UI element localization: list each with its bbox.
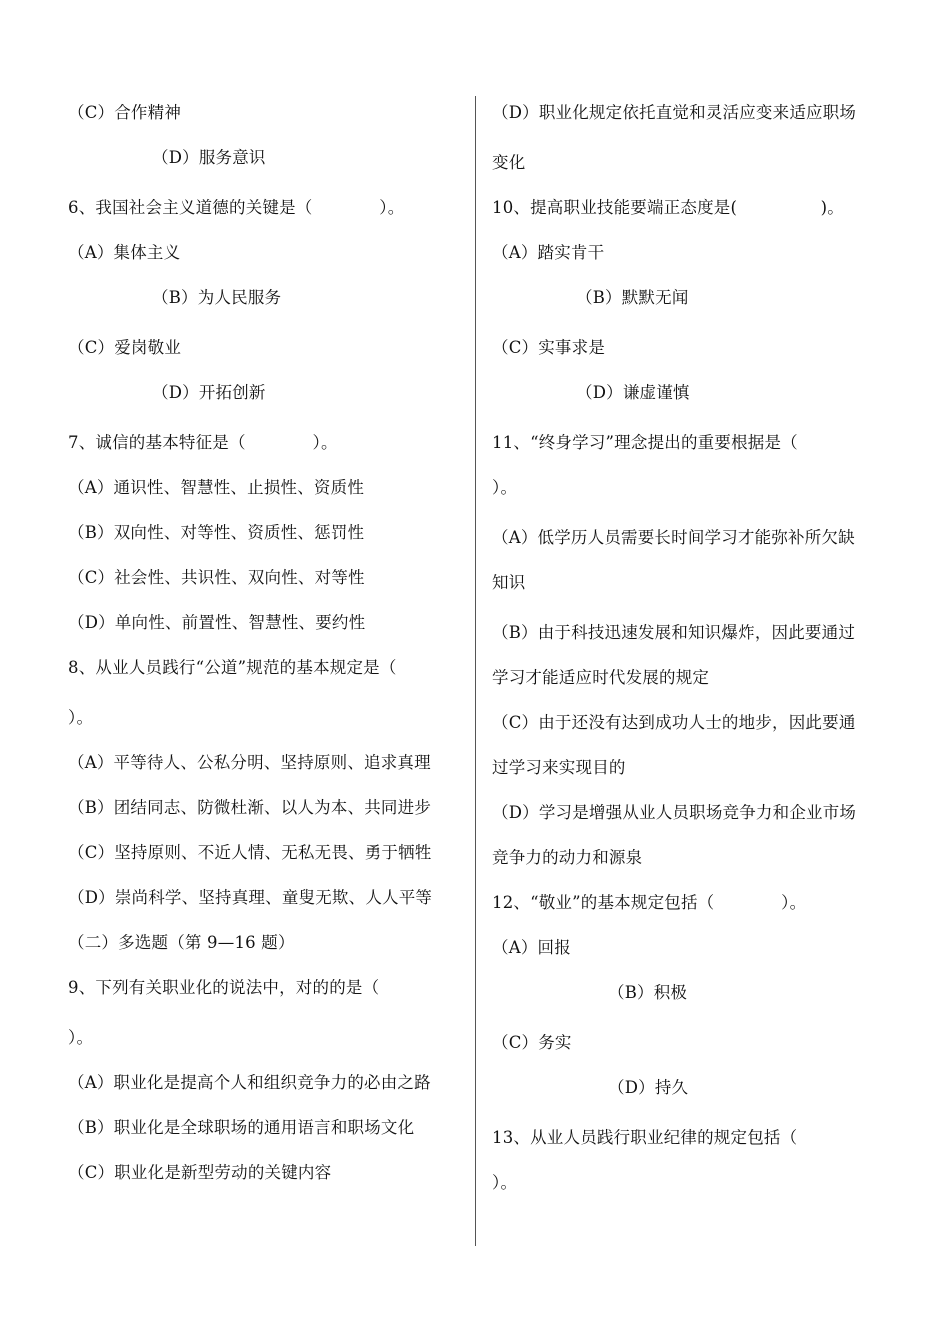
- question-line: （A）通识性、智慧性、止损性、资质性: [68, 478, 365, 497]
- question-line: （C）坚持原则、不近人情、无私无畏、勇于牺牲: [68, 843, 432, 862]
- question-line: （B）默默无闻: [576, 288, 689, 307]
- question-line: 学习才能适应时代发展的规定: [492, 668, 710, 687]
- question-line: 10、提高职业技能要端正态度是( )。: [492, 198, 844, 217]
- question-line: 7、诚信的基本特征是（ ）。: [68, 433, 338, 452]
- question-line: ）。: [68, 1028, 94, 1047]
- question-line: （C）职业化是新型劳动的关键内容: [68, 1163, 332, 1182]
- question-line: 6、我国社会主义道德的关键是（ ）。: [68, 198, 405, 217]
- question-line: （A）低学历人员需要长时间学习才能弥补所欠缺: [492, 528, 855, 547]
- question-line: 竞争力的动力和源泉: [492, 848, 643, 867]
- question-line: ）。: [492, 1173, 518, 1192]
- question-line: （D）开拓创新: [152, 383, 266, 402]
- column-divider: [475, 96, 476, 1246]
- question-line: （B）积极: [608, 983, 688, 1002]
- question-line: （D）单向性、前置性、智慧性、要约性: [68, 613, 366, 632]
- question-line: （D）持久: [608, 1078, 689, 1097]
- question-line: （C）由于还没有达到成功人士的地步，因此要通: [492, 713, 856, 732]
- question-line: 9、下列有关职业化的说法中，对的的是（: [68, 978, 380, 997]
- question-line: （B）团结同志、防微杜渐、以人为本、共同进步: [68, 798, 432, 817]
- question-line: 12、“敬业”的基本规定包括（ ）。: [492, 893, 807, 912]
- question-line: 过学习来实现目的: [492, 758, 626, 777]
- question-line: （D）服务意识: [152, 148, 266, 167]
- question-line: （A）集体主义: [68, 243, 181, 262]
- question-line: （A）职业化是提高个人和组织竞争力的必由之路: [68, 1073, 431, 1092]
- question-line: （C）合作精神: [68, 103, 182, 122]
- question-line: （D）学习是增强从业人员职场竞争力和企业市场: [492, 803, 857, 822]
- question-line: （B）为人民服务: [152, 288, 282, 307]
- question-line: ）。: [68, 708, 94, 727]
- question-line: （A）平等待人、公私分明、坚持原则、追求真理: [68, 753, 431, 772]
- question-line: 8、从业人员践行“公道”规范的基本规定是（: [68, 658, 397, 677]
- question-line: （C）实事求是: [492, 338, 606, 357]
- section-heading: （二）多选题（第 9—16 题）: [68, 933, 295, 952]
- question-line: （C）爱岗敬业: [68, 338, 182, 357]
- question-line: （C）务实: [492, 1033, 572, 1052]
- question-line: （B）双向性、对等性、资质性、惩罚性: [68, 523, 365, 542]
- question-line: （C）社会性、共识性、双向性、对等性: [68, 568, 365, 587]
- question-line: （D）谦虚谨慎: [576, 383, 690, 402]
- question-line: 变化: [492, 153, 526, 172]
- question-line: 知识: [492, 573, 526, 592]
- question-line: 13、从业人员践行职业纪律的规定包括（: [492, 1128, 798, 1147]
- question-line: 11、“终身学习”理念提出的重要根据是（: [492, 433, 798, 452]
- question-line: ）。: [492, 478, 518, 497]
- question-line: （A）踏实肯干: [492, 243, 605, 262]
- question-line: （D）崇尚科学、坚持真理、童叟无欺、人人平等: [68, 888, 433, 907]
- question-line: （B）职业化是全球职场的通用语言和职场文化: [68, 1118, 415, 1137]
- question-line: （B）由于科技迅速发展和知识爆炸，因此要通过: [492, 623, 856, 642]
- left-column: [68, 98, 460, 1203]
- question-line: （D）职业化规定依托直觉和灵活应变来适应职场: [492, 103, 857, 122]
- right-column: [492, 98, 884, 1213]
- question-line: （A）回报: [492, 938, 571, 957]
